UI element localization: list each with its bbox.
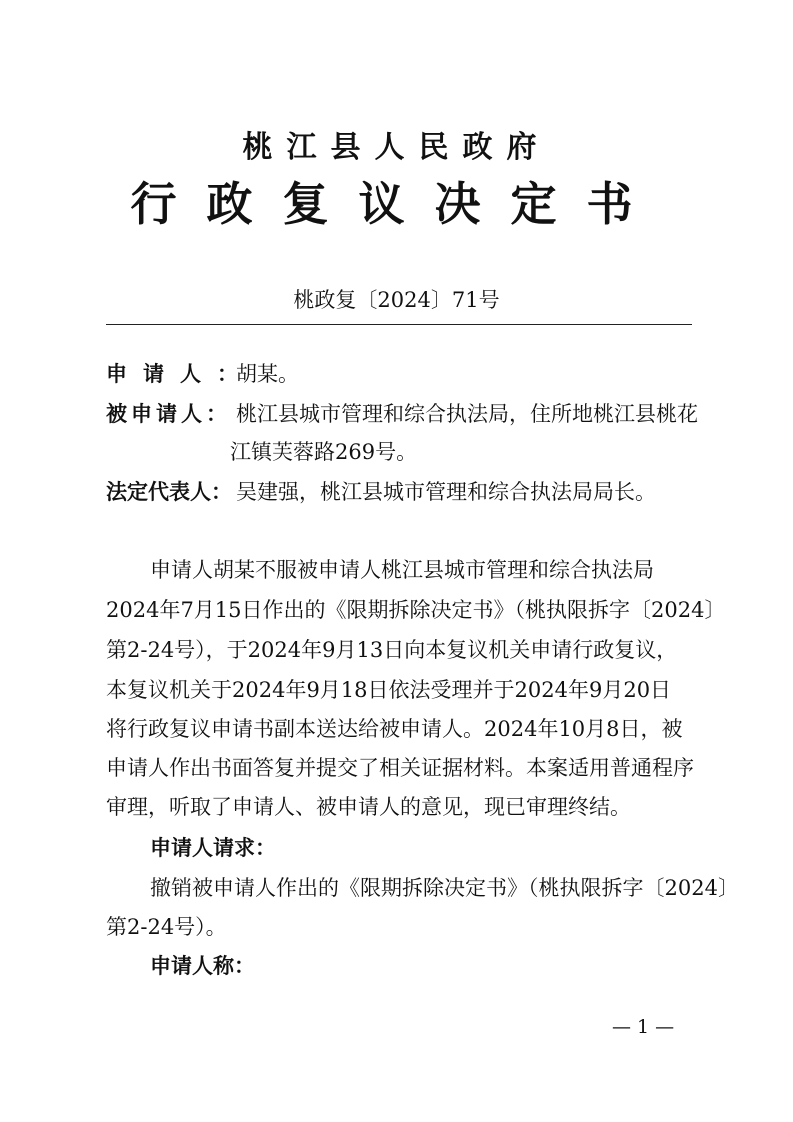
claims-heading: 申请人称： [150, 954, 255, 978]
applicant-row [106, 358, 299, 388]
representative-value: 吴建强，桃江县城市管理和综合执法局局长。 [236, 480, 656, 504]
representative-label: 法定代表人： [106, 480, 232, 504]
paragraph-line: 申请人作出书面答复并提交了相关证据材料。本案适用普通程序 [106, 756, 694, 780]
paragraph-line: 审理，听取了申请人、被申请人的意见，现已审理终结。 [106, 795, 631, 819]
request-line: 第2-24号）。 [106, 915, 227, 939]
respondent-label: 被申请人： [106, 402, 231, 426]
request-line: 撤销被申请人作出的《限期拆除决定书》（桃执限拆字〔2024〕 [150, 876, 739, 900]
paragraph-line: 2024年7月15日作出的《限期拆除决定书》（桃执限拆字〔2024〕 [106, 598, 726, 622]
issuing-authority: 桃江县人民政府 [242, 130, 551, 165]
paragraph-line: 将行政复议申请书副本送达给被申请人。2024年10月8日，被 [106, 717, 683, 741]
applicant-label: 申请人： [106, 362, 254, 386]
paragraph-line: 申请人胡某不服被申请人桃江县城市管理和综合执法局 [150, 558, 654, 582]
page-number: — 1 — [612, 1016, 675, 1038]
representative-row [106, 476, 656, 506]
respondent-value-line1: 桃江县城市管理和综合执法局，住所地桃江县桃花 [236, 402, 698, 426]
paragraph-line: 第2-24号），于2024年9月13日向本复议机关申请行政复议， [106, 638, 678, 662]
respondent-row [106, 398, 698, 428]
document-number: 桃政复〔2024〕71号 [293, 288, 500, 312]
request-heading: 申请人请求： [150, 836, 276, 860]
paragraph-line: 本复议机关于2024年9月18日依法受理并于2024年9月20日 [106, 678, 672, 702]
document-title: 行政复议决定书 [130, 177, 663, 231]
applicant-value: 胡某。 [236, 362, 299, 386]
header-divider [106, 324, 692, 325]
respondent-value-line2: 江镇芙蓉路269号。 [230, 440, 418, 464]
